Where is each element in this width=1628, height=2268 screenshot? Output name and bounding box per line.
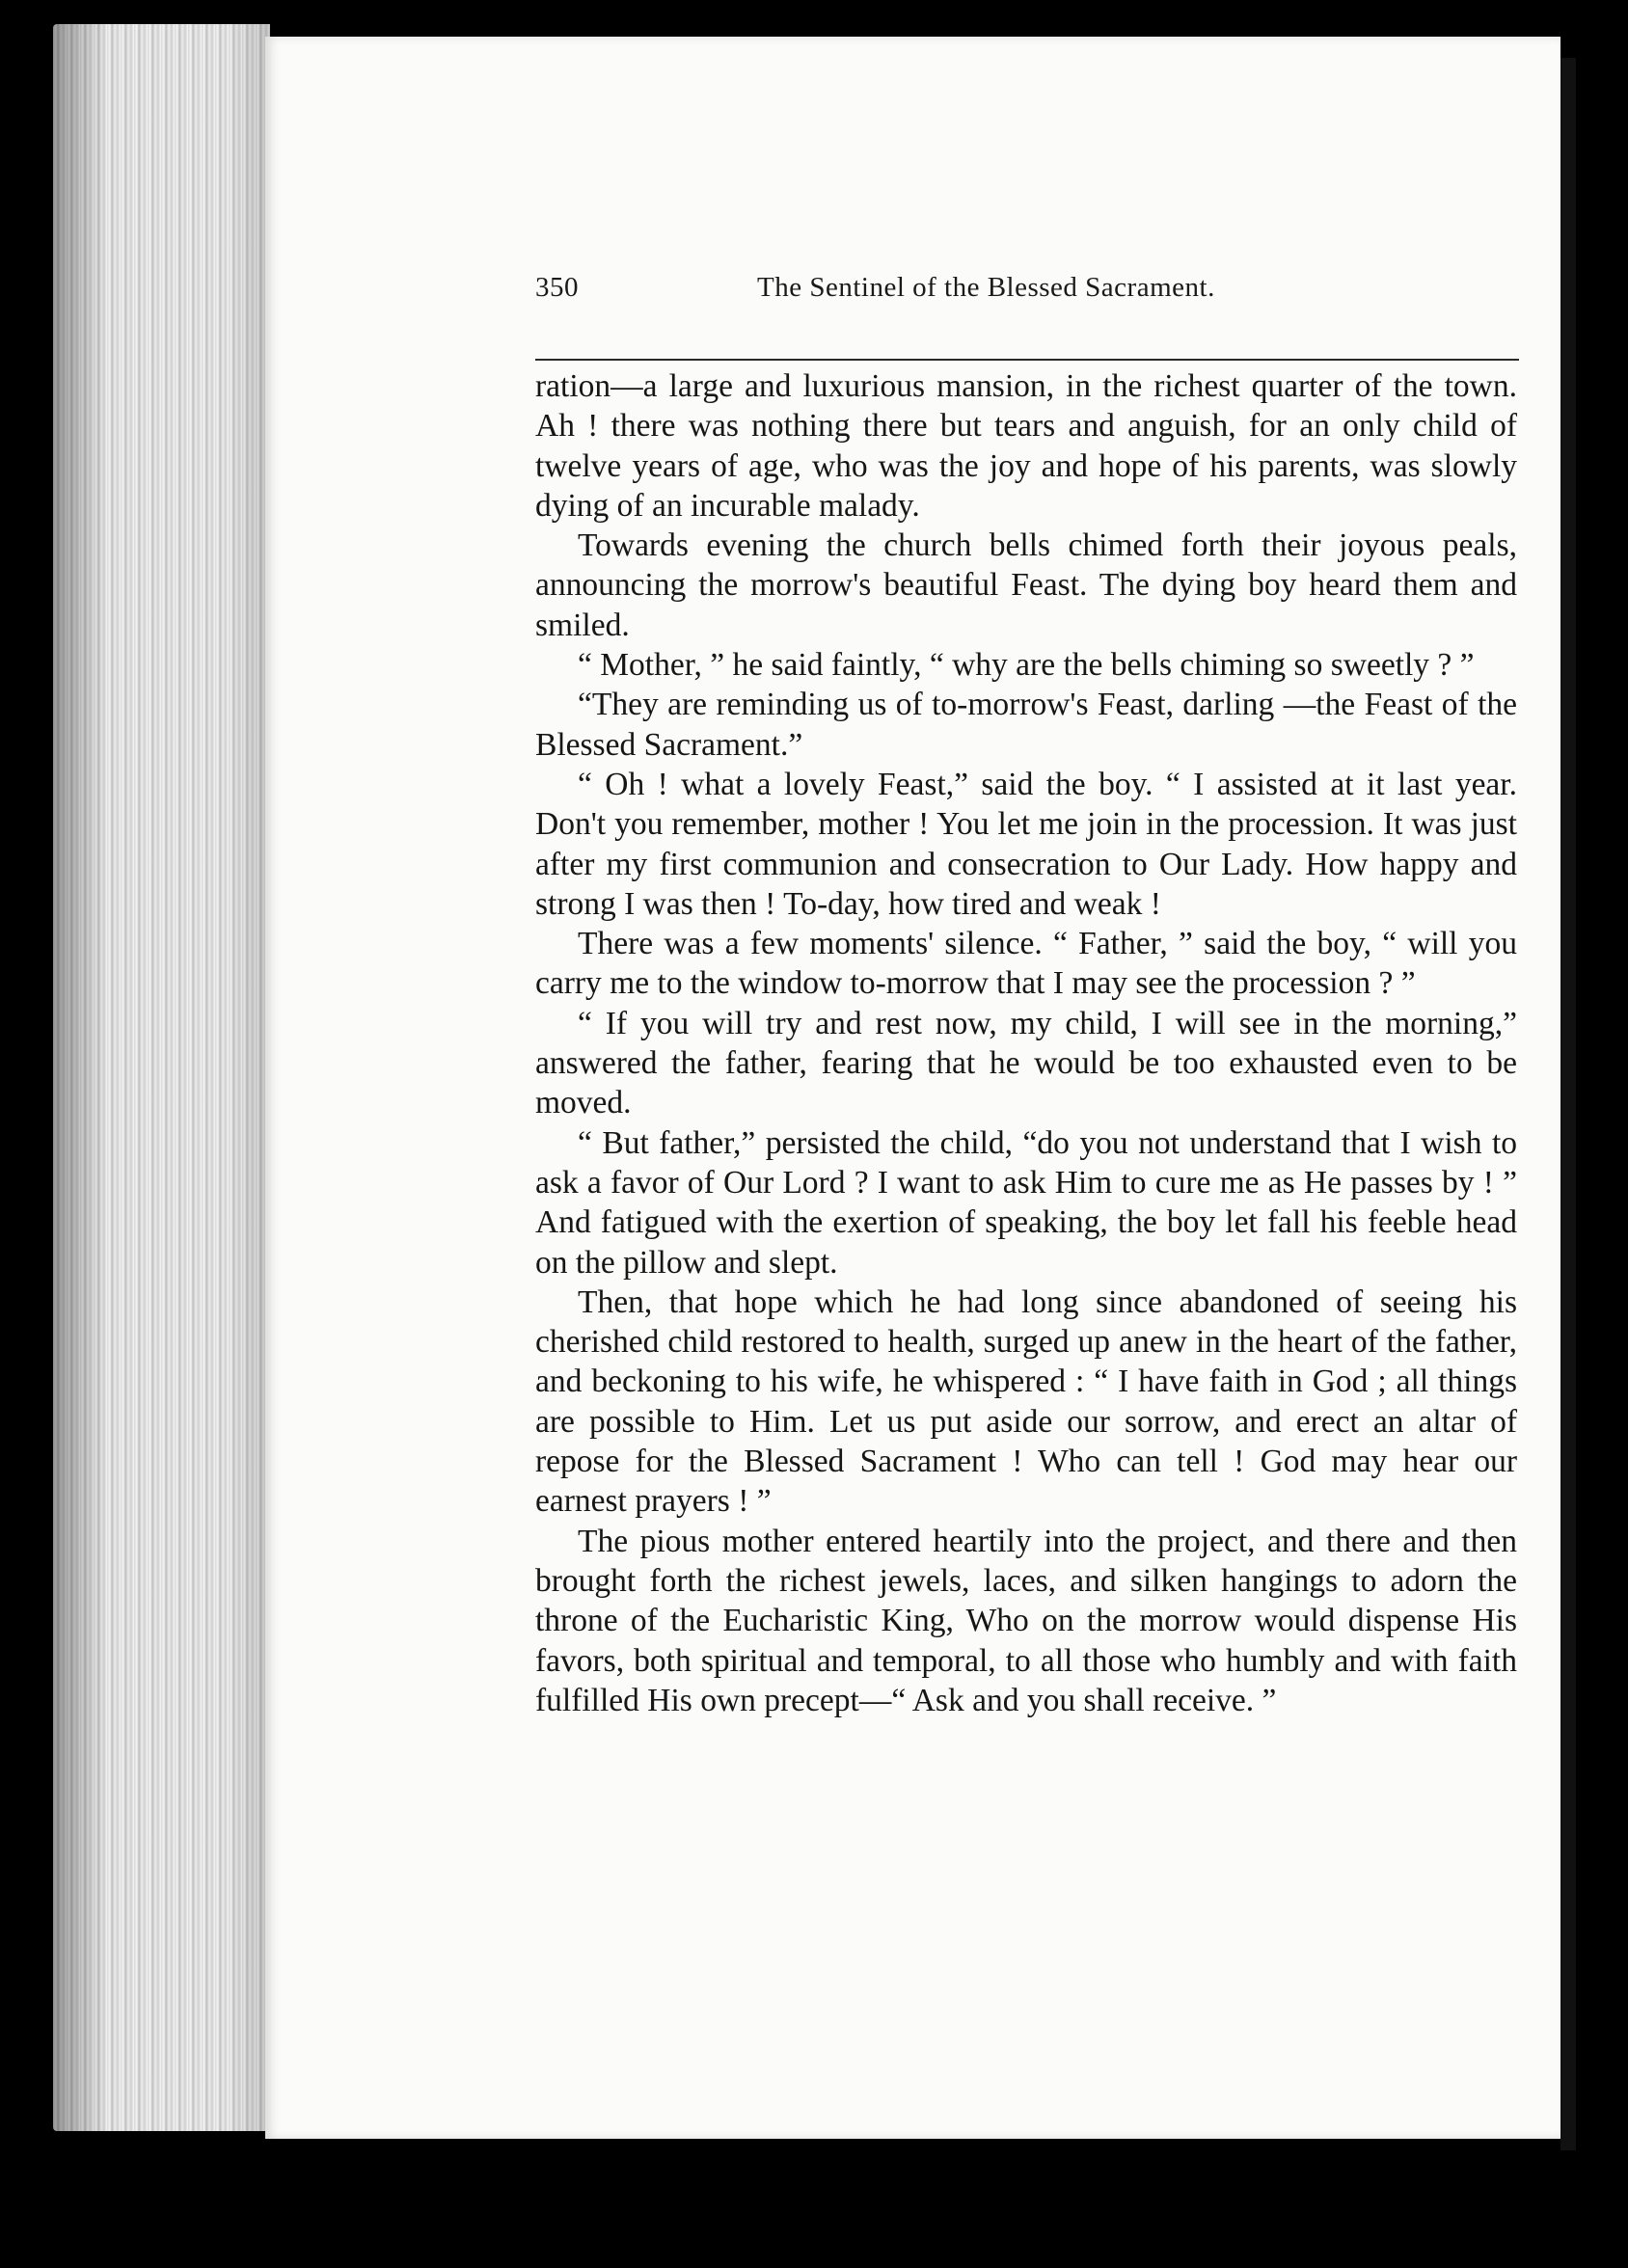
paragraph-7: “ If you will try and rest now, my child, I will see in the morning,” answered the father, fearing that he would be too exhausted even to be moved. [535, 1005, 1517, 1121]
running-title: The Sentinel of the Blessed Sacrament. [757, 272, 1215, 303]
book-page-edges [53, 24, 270, 2131]
paragraph-6: There was a few moments' silence. “ Father, ” said the boy, “ will you carry me to the window to-morrow that I may see the procession ? ” [535, 926, 1517, 1002]
page-gutter-shadow [1560, 58, 1576, 2150]
paragraph-9: Then, that hope which he had long since abandoned of seeing his cherished child restored to health, surged up anew in the heart of the father, and beckoning to his wife, he whispered : “ I have faith in God ; all things are possible to Him. Let us put aside our sorrow, and erect an altar of repose for the Blessed Sacrament ! Who can tell ! God may hear our earnest prayers ! ” [535, 1283, 1517, 1520]
page-number: 350 [535, 272, 579, 303]
paragraph-2: Towards evening the church bells chimed forth their joyous peals, announcing the morrow's beautiful Feast. The dying boy heard them and smiled. [535, 527, 1517, 643]
paragraph-1: ration—a large and luxurious mansion, in the richest quarter of the town. Ah ! there was nothing there but tears and anguish, for an only child of twelve years of age, who was the joy and hope of his parents, was slowly dying of an incurable malady. [535, 368, 1517, 524]
paragraph-3: “ Mother, ” he said faintly, “ why are the bells chiming so sweetly ? ” [578, 647, 1475, 684]
body-text [535, 366, 1517, 1720]
paragraph-5: “ Oh ! what a lovely Feast,” said the boy. “ I assisted at it last year. Don't you remember, mother ! You let me join in the procession. It was just after my first communion and consecration to Our Lady. How happy and strong I was then ! To-day, how tired and weak ! [535, 766, 1517, 922]
paragraph-4: “They are reminding us of to-morrow's Feast, darling —the Feast of the Blessed Sacrament.” [535, 687, 1517, 763]
header-rule [535, 359, 1519, 361]
paragraph-10: The pious mother entered heartily into the project, and there and then brought forth the richest jewels, laces, and silken hangings to adorn the throne of the Eucharistic King, Who on the morrow would dispense His favors, both spiritual and temporal, to all those who humbly and with faith fulfilled His own precept—“ Ask and you shall receive. ” [535, 1523, 1517, 1718]
running-header [535, 272, 1519, 316]
paragraph-8: “ But father,” persisted the child, “do you not understand that I wish to ask a favor of Our Lord ? I want to ask Him to cure me as He passes by ! ” And fatigued with the exertion of speaking, the boy let fall his feeble head on the pillow and slept. [535, 1124, 1517, 1281]
